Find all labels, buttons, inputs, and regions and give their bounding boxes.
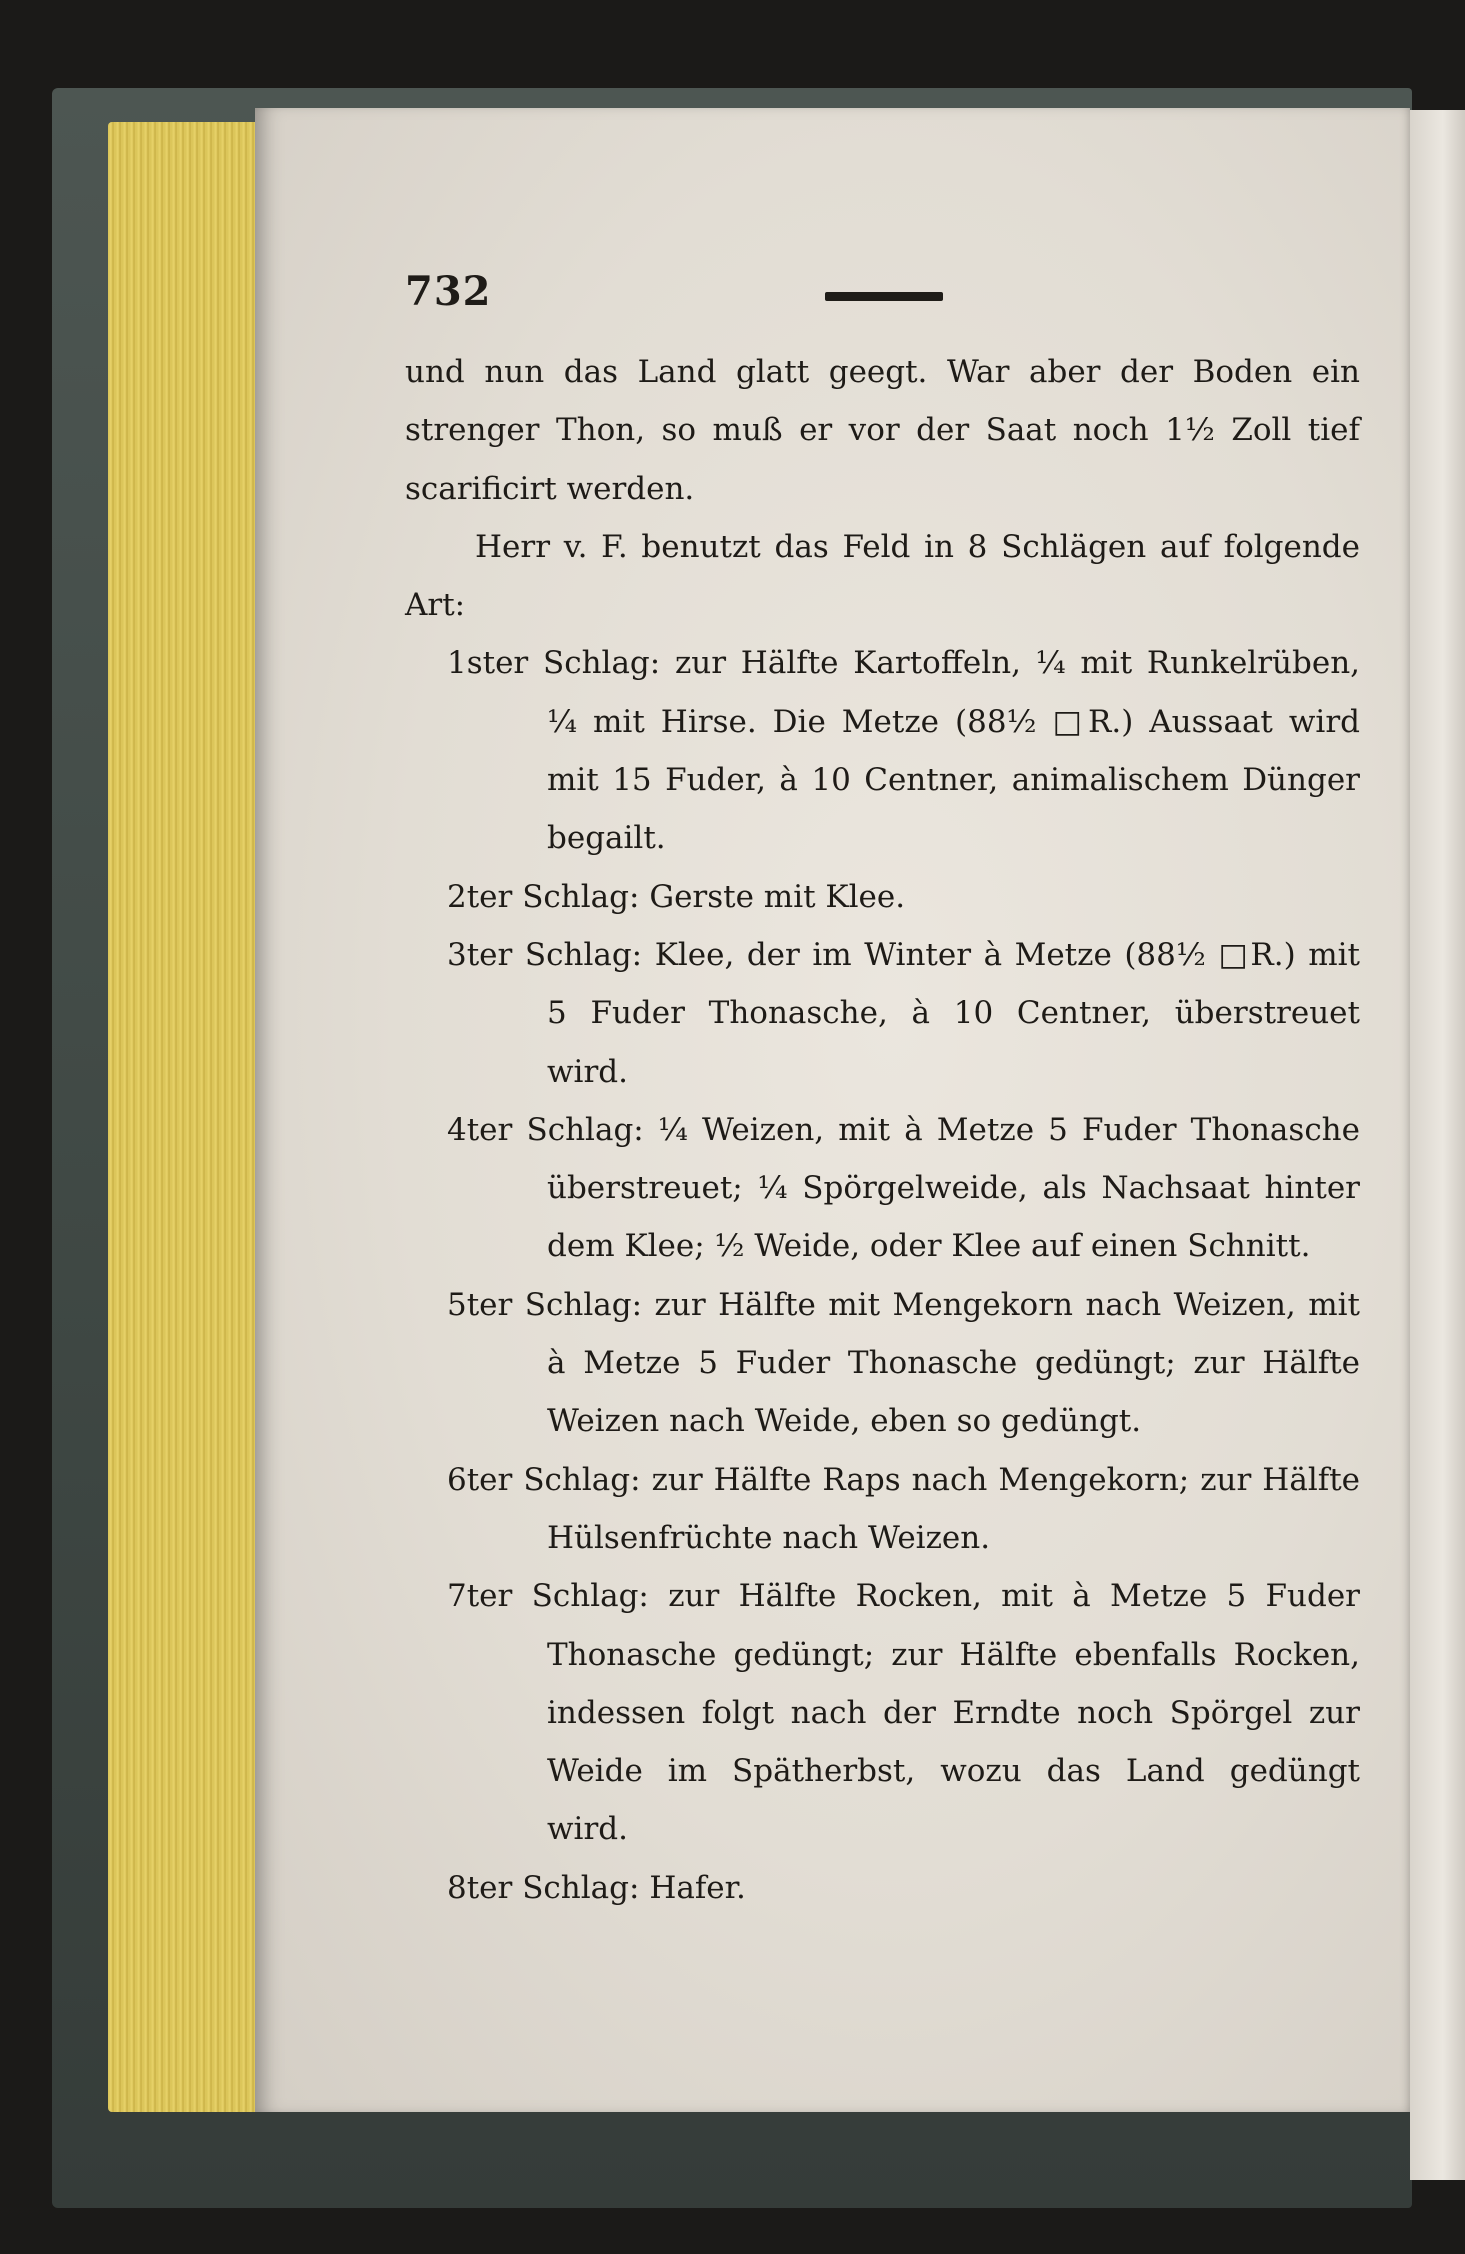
entry-text: Gerste mit Klee.	[649, 878, 906, 915]
entry-label: 6ter Schlag:	[447, 1461, 641, 1498]
entry-label: 3ter Schlag:	[447, 936, 643, 973]
entry-label: 7ter Schlag:	[447, 1578, 649, 1615]
entry-text: zur Hälfte mit Mengekorn nach Weizen, mit à Metze 5 Fuder Thonasche gedüngt; zur Hälfte Weizen nach Weide, eben so gedüngt.	[547, 1286, 1361, 1440]
entry-schlag-4	[405, 1101, 1360, 1276]
entry-text: zur Hälfte Kartoffeln, ¼ mit Runkelrüben, ¼ mit Hirse. Die Metze (88½ □R.) Aussaat wird mit 15 Fuder, à 10 Centner, animalischem Dünger begailt.	[547, 645, 1361, 857]
paragraph-intro: Herr v. F. benutzt das Feld in 8 Schlägen auf folgende Art:	[405, 528, 1360, 624]
entry-label: 8ter Schlag:	[447, 1869, 640, 1906]
paragraph-continuation: und nun das Land glatt geegt. War aber der Boden ein strenger Thon, so muß er vor der Saat noch 1½ Zoll tief scarificirt werden.	[405, 354, 1360, 507]
entry-schlag-7	[405, 1567, 1360, 1858]
entry-text: zur Hälfte Raps nach Mengekorn; zur Hälfte Hülsenfrüchte nach Weizen.	[547, 1461, 1361, 1556]
entry-text: Klee, der im Winter à Metze (88½ □R.) mit 5 Fuder Thonasche, à 10 Centner, überstreuet wird.	[547, 936, 1361, 1090]
page-block-edges	[108, 122, 258, 2112]
entry-label: 2ter Schlag:	[447, 878, 640, 915]
page-header	[405, 268, 1205, 328]
entry-label: 1ster Schlag:	[447, 645, 661, 682]
entry-schlag-2	[405, 868, 1360, 926]
entry-label: 4ter Schlag:	[447, 1111, 644, 1148]
entry-schlag-1	[405, 634, 1360, 867]
entry-schlag-3	[405, 926, 1360, 1101]
entry-schlag-8	[405, 1859, 1360, 1917]
body-text	[405, 343, 1360, 1917]
header-rule	[825, 292, 943, 301]
entry-text: Hafer.	[649, 1869, 746, 1906]
entry-text: zur Hälfte Rocken, mit à Metze 5 Fuder Thonasche gedüngt; zur Hälfte ebenfalls Rocken, indessen folgt nach der Erndte noch Spörgel zur Weide im Spätherbst, wozu das Land gedüngt wird.	[547, 1578, 1360, 1848]
entry-schlag-5	[405, 1276, 1360, 1451]
entry-schlag-6	[405, 1451, 1360, 1568]
entry-text: ¼ Weizen, mit à Metze 5 Fuder Thonasche überstreuet; ¼ Spörgelweide, als Nachsaat hinter dem Klee; ½ Weide, oder Klee auf einen Schnitt.	[547, 1111, 1360, 1265]
entry-label: 5ter Schlag:	[447, 1286, 643, 1323]
facing-page-edge	[1410, 110, 1465, 2180]
book-page	[255, 108, 1410, 2112]
page-number: 732	[405, 268, 492, 315]
